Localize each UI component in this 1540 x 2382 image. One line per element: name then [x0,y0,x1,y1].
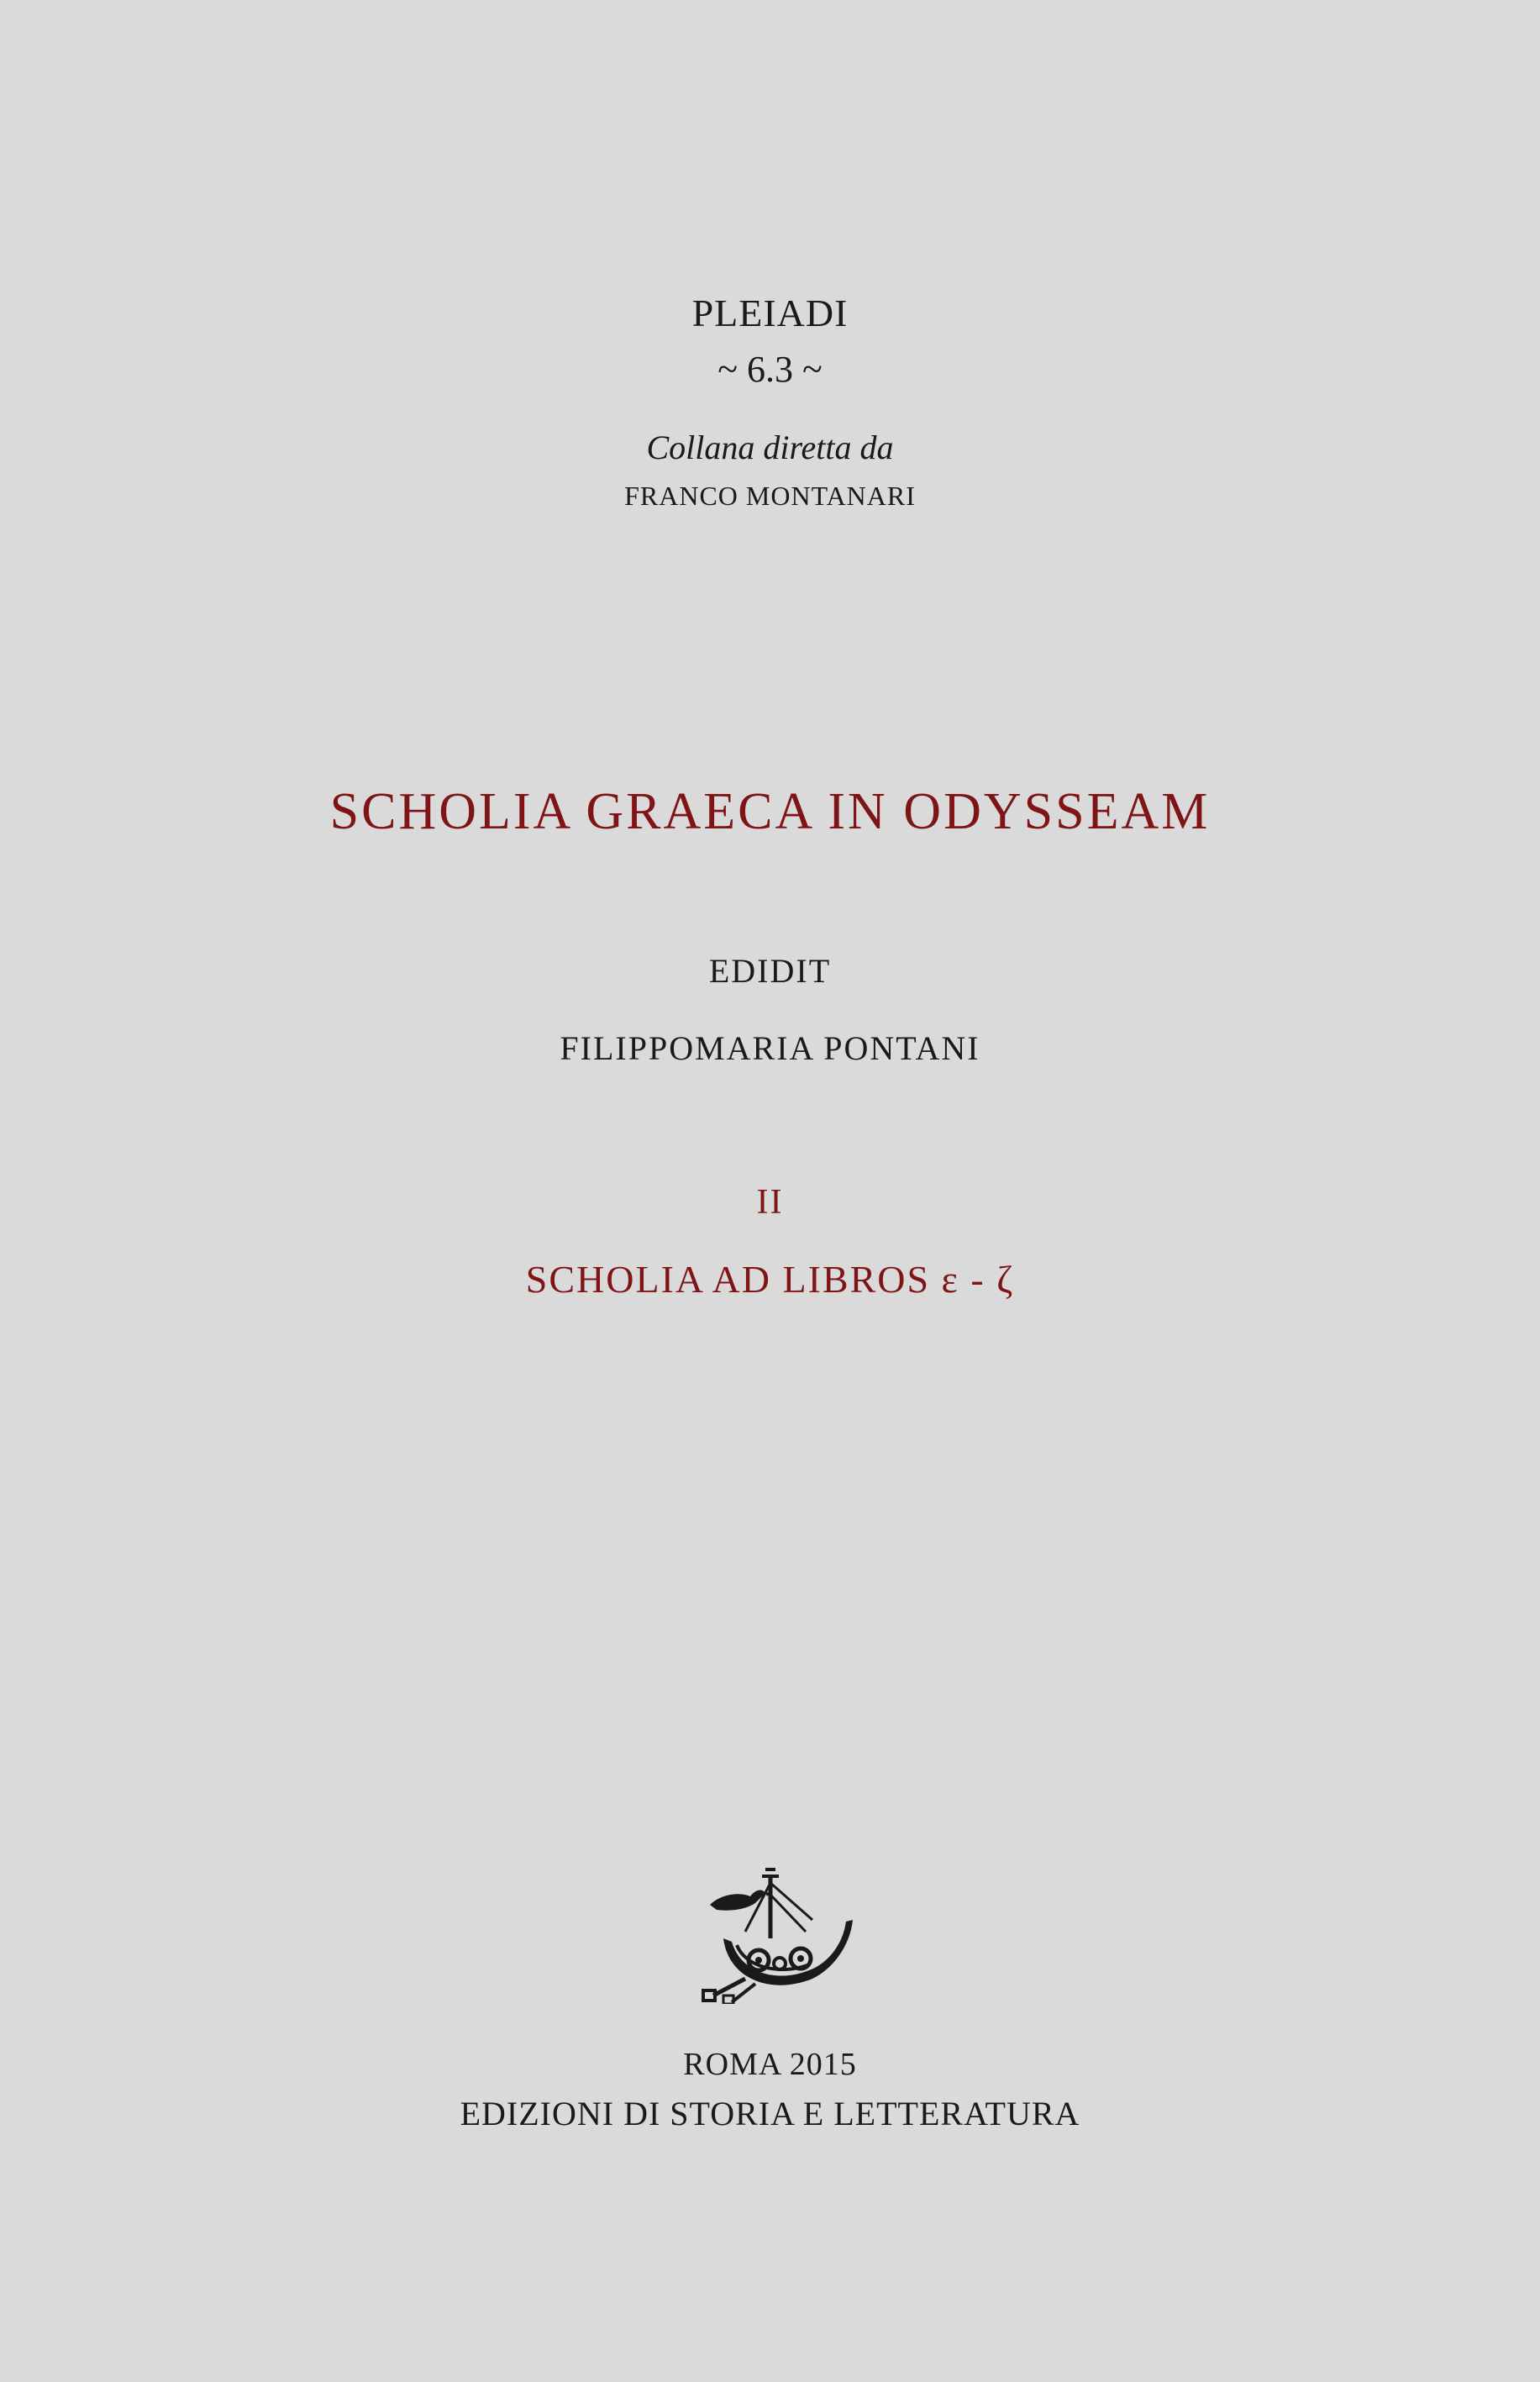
series-number: ~ 6.3 ~ [717,349,823,390]
director-name: FRANCO MONTANARI [624,481,916,511]
book-title: SCHOLIA GRAECA IN ODYSSEAM [329,783,1211,840]
editor-name: FILIPPOMARIA PONTANI [560,1029,980,1067]
publisher-name: EDIZIONI DI STORIA E LETTERATURA [460,2095,1080,2132]
edidit-label: EDIDIT [708,952,832,990]
place-year: ROMA 2015 [683,2047,857,2082]
volume-number: II [756,1183,784,1222]
series-name: PLEIADI [691,292,849,334]
ship-with-bird-logo-icon [695,1861,863,2004]
volume-subtitle: SCHOLIA AD LIBROS ε - ζ [525,1258,1015,1301]
directed-by-label: Collana diretta da [646,429,894,466]
